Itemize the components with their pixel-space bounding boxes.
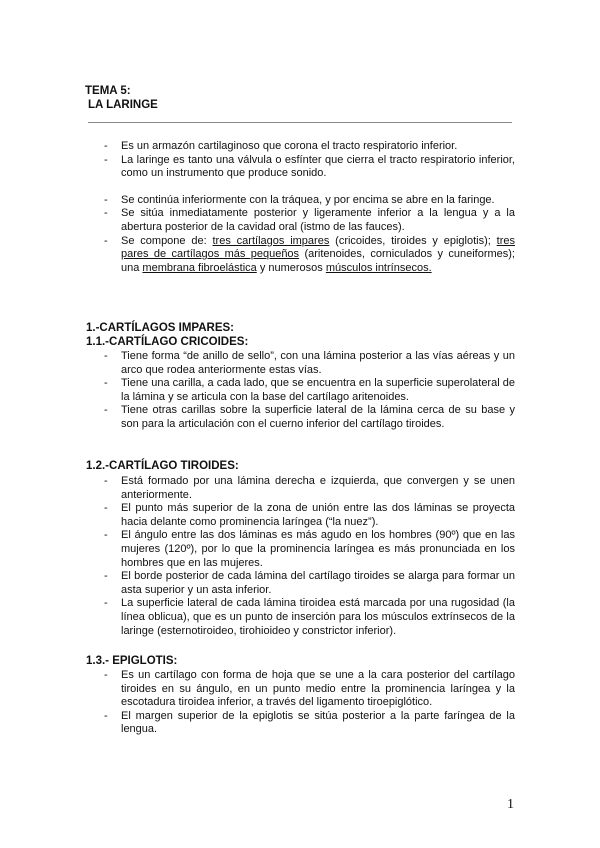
underlined-term: membrana fibroelástica <box>142 261 257 274</box>
list-item: - Está formado por una lámina derecha e izquierda, que convergen y se unen anteriormente. <box>100 475 515 502</box>
doc-title: LA LARINGE <box>88 99 158 111</box>
list-item <box>100 235 515 276</box>
underlined-term: tres pares de cartílagos más pequeños <box>121 234 515 261</box>
list-item: - La superficie lateral de cada lámina tiroidea está marcada por una rugosidad (la línea oblicua), que es un punto de inserción para los músculos extrínsecos de la laringe (esternotiroideo, tirohioideo y constrictor inferior). <box>100 597 515 638</box>
subsection-heading-cricoides: 1.1.-CARTÍLAGO CRICOIDES: <box>86 336 249 348</box>
doc-tema: TEMA 5: <box>85 85 131 97</box>
text-run: (aritenoides, corniculados y cuneiformes); una <box>121 248 515 274</box>
underlined-term: músculos intrínsecos. <box>325 261 432 274</box>
list-item: - El punto más superior de la zona de unión entre las dos láminas se proyecta hacia delante como prominencia laríngea (“la nuez”). <box>100 502 515 529</box>
list-item: - Es un cartílago con forma de hoja que se une a la cara posterior del cartílago tiroides en su ángulo, en un punto medio entre la prominencia laríngea y la escotadura tiroidea inferior, a través del ligamento tiroepiglótico. <box>100 669 515 710</box>
text-run: (cricoides, tiroides y epiglotis); <box>329 234 497 247</box>
list-item: - El borde posterior de cada lámina del cartílago tiroides se alarga para formar un asta superior y un asta inferior. <box>100 570 515 597</box>
subsection-heading-epiglotis: 1.3.- EPIGLOTIS: <box>86 655 178 667</box>
list-item: - Se continúa inferiormente con la tráquea, y por encima se abre en la faringe. <box>100 194 515 208</box>
text-run: y numerosos <box>256 261 326 274</box>
list-item: - El margen superior de la epiglotis se sitúa posterior a la parte faríngea de la lengua. <box>100 710 515 737</box>
section-heading: 1.-CARTÍLAGOS IMPARES: <box>86 322 235 334</box>
list-item: - La laringe es tanto una válvula o esfínter que cierra el tracto respiratorio inferior, como un instrumento que produce sonido. <box>100 154 515 181</box>
tiroides-list <box>100 475 515 638</box>
list-item: - Es un armazón cartilaginoso que corona el tracto respiratorio inferior. <box>100 140 515 154</box>
list-item: - Se sitúa inmediatamente posterior y ligeramente inferior a la lengua y a la abertura posterior de la cavidad oral (istmo de las fauces). <box>100 207 515 234</box>
text-run: Se compone de: <box>121 234 213 247</box>
header-rule <box>88 122 512 123</box>
list-item: - Tiene una carilla, a cada lado, que se encuentra en la superficie superolateral de la lámina y se articula con la base del cartílago aritenoides. <box>100 377 515 404</box>
list-item: - Tiene forma “de anillo de sello”, con una lámina posterior a las vías aéreas y un arco que rodea anteriormente estas vías. <box>100 350 515 377</box>
underlined-term: tres cartílagos impares <box>212 234 330 247</box>
cricoides-list <box>100 350 515 432</box>
page-number: 1 <box>507 797 514 812</box>
list-item: - El ángulo entre las dos láminas es más agudo en los hombres (90º) que en las mujeres (120º), por lo que la prominencia laríngea es más pronunciada en los hombres que en las mujeres. <box>100 529 515 570</box>
epiglotis-list <box>100 669 515 737</box>
subsection-heading-tiroides: 1.2.-CARTÍLAGO TIROIDES: <box>86 460 239 472</box>
intro-list <box>100 140 515 275</box>
list-item: - Tiene otras carillas sobre la superficie lateral de la lámina cerca de su base y son para la articulación con el cuerno inferior del cartílago tiroides. <box>100 404 515 431</box>
